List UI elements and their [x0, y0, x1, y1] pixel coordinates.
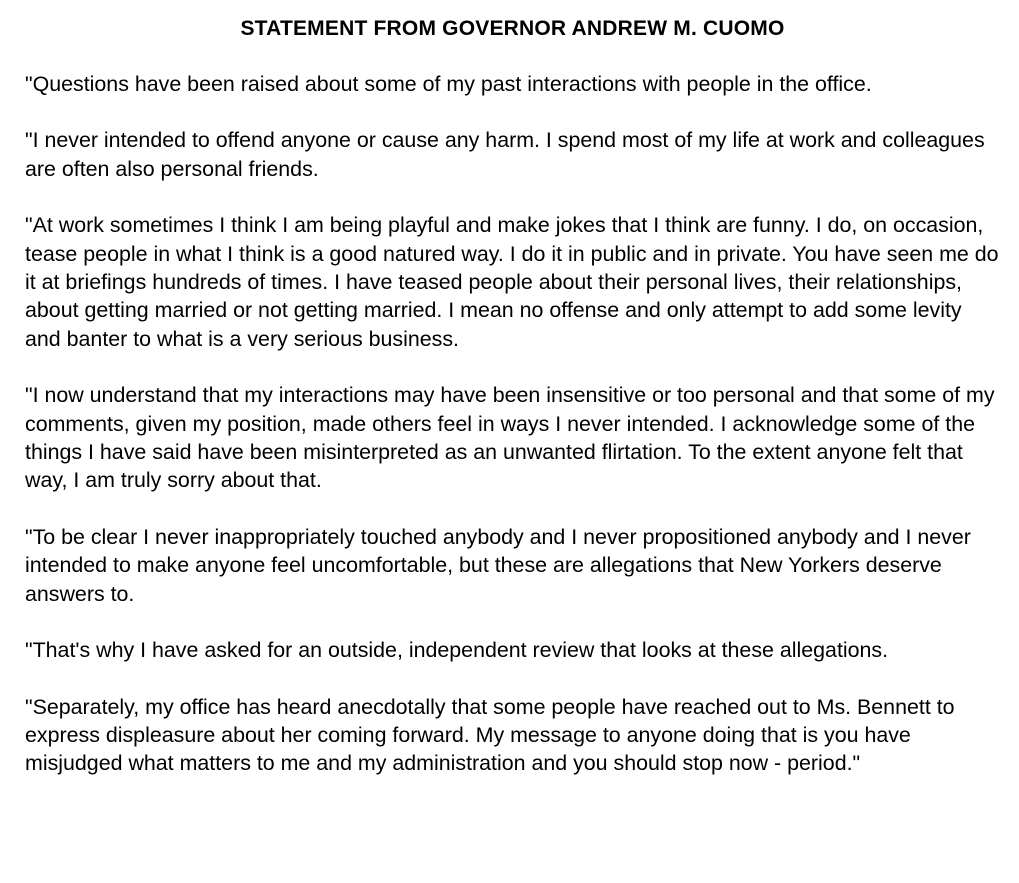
- paragraph-6: "That's why I have asked for an outside, independent review that looks at these allegations.: [25, 638, 889, 663]
- paragraph-3: "At work sometimes I think I am being playful and make jokes that I think are funny. I do, on occasion, tease people in what I think is a good natured way. I do it in public and in private. You have seen me do it at briefings hundreds of times. I have teased people about their personal lives, their relationships, about getting married or not getting married. I mean no offense and only attempt to add some levity and banter to what is a very serious business.: [25, 213, 999, 351]
- statement-document: [25, 14, 1000, 778]
- paragraph-7: "Separately, my office has heard anecdotally that some people have reached out to Ms. Bennett to express displeasure about her coming forward. My message to anyone doing that is you have misjudged what matters to me and my administration and you should stop now - period.": [25, 694, 955, 776]
- paragraph-4: "I now understand that my interactions may have been insensitive or too personal and that some of my comments, given my position, made others feel in ways I never intended. I acknowledge some of the things I have said have been misinterpreted as an unwanted flirtation. To the extent anyone felt that way, I am truly sorry about that.: [25, 383, 995, 493]
- document-title: STATEMENT FROM GOVERNOR ANDREW M. CUOMO: [240, 17, 785, 40]
- paragraph-5: "To be clear I never inappropriately touched anybody and I never propositioned anybody and I never intended to make anyone feel uncomfortable, but these are allegations that New Yorkers deserve answers to.: [25, 524, 971, 606]
- paragraph-2: "I never intended to offend anyone or cause any harm. I spend most of my life at work and colleagues are often also personal friends.: [25, 128, 985, 181]
- paragraph-1: "Questions have been raised about some of my past interactions with people in the office.: [25, 72, 872, 96]
